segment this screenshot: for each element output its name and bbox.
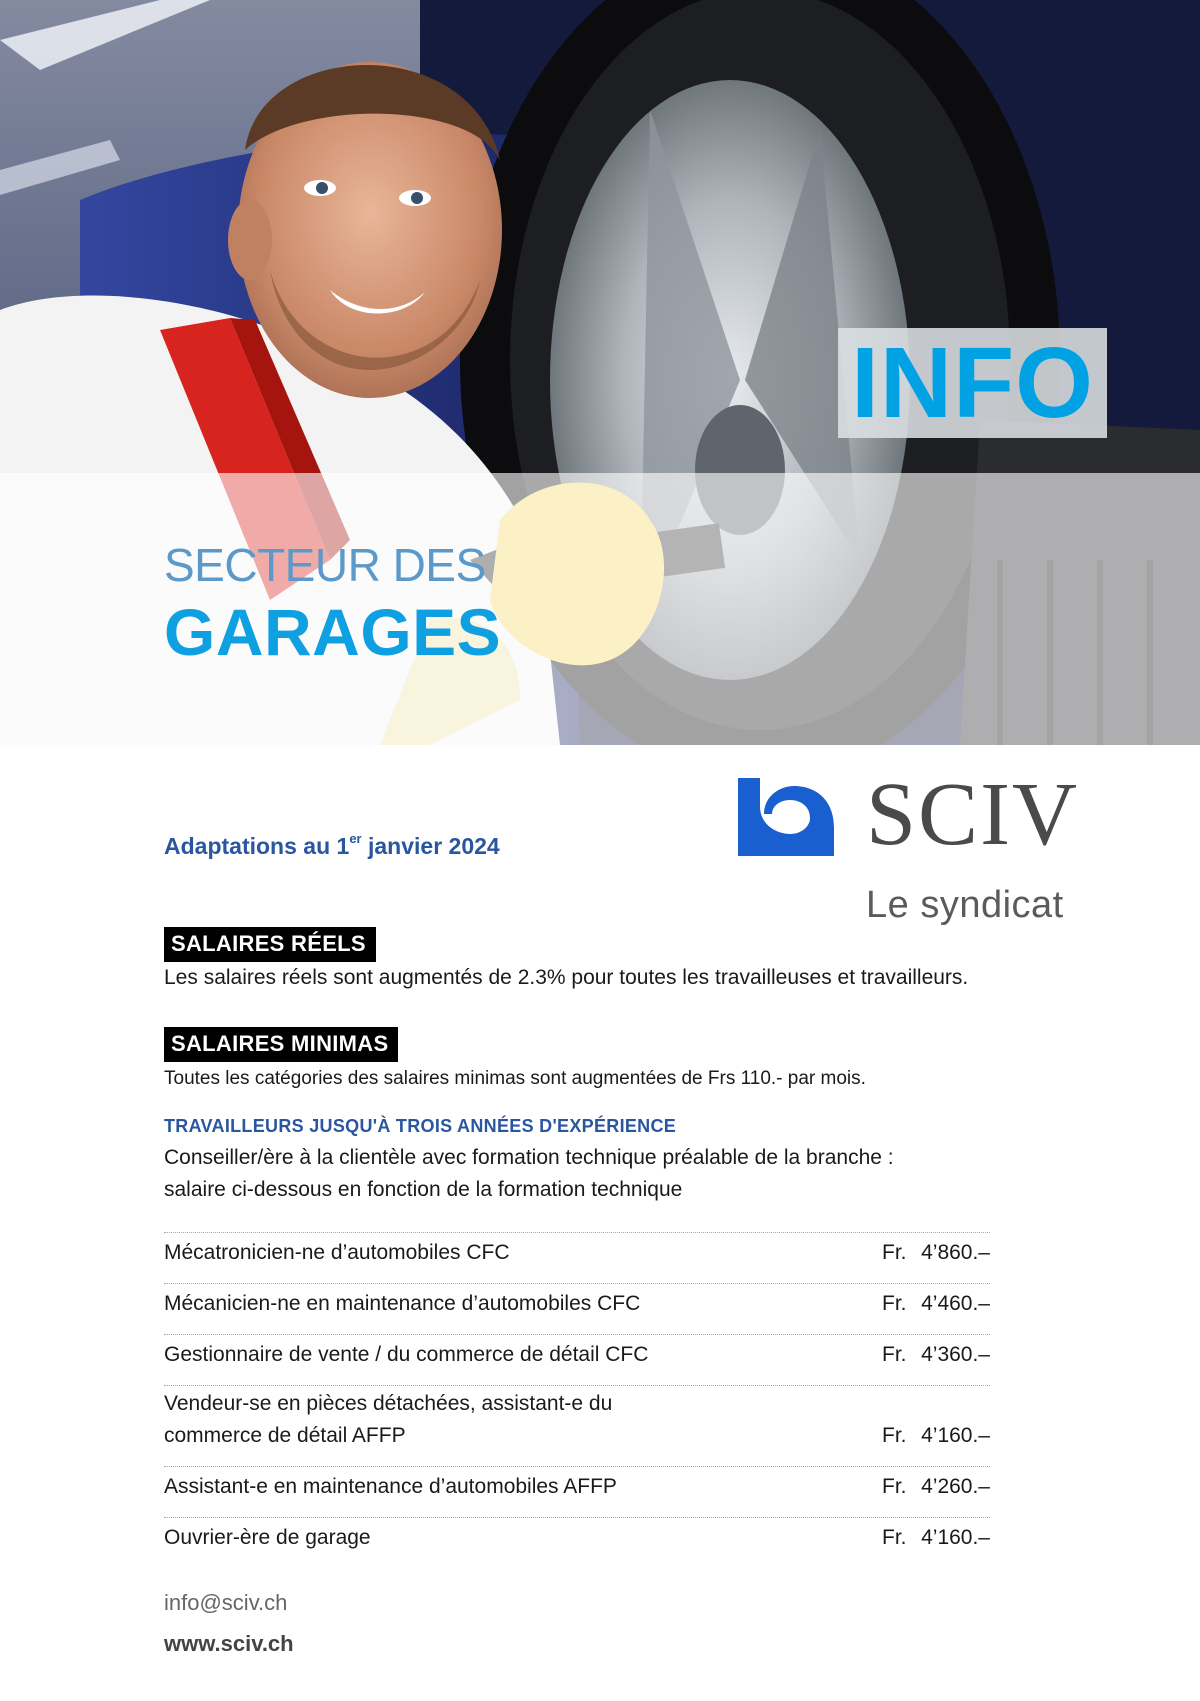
row-amount: 4’360.–: [921, 1343, 990, 1366]
footer-email-link[interactable]: info@sciv.ch: [164, 1590, 288, 1615]
table-row: [164, 1283, 990, 1334]
row-amount: 4’860.–: [921, 1241, 990, 1264]
row-label: Gestionnaire de vente / du commerce de détail CFC: [164, 1343, 649, 1366]
row-currency: Fr.: [882, 1526, 907, 1549]
effective-date: [164, 833, 500, 860]
real-wages-heading: SALAIRES RÉELS: [164, 927, 376, 962]
real-wages-text: Les salaires réels sont augmentés de 2.3% pour toutes les travailleuses et travailleurs.: [164, 966, 969, 989]
sector-kicker: SECTEUR DES: [164, 539, 486, 591]
row-label: Mécanicien-ne en maintenance d’automobiles CFC: [164, 1292, 641, 1315]
row-label: Vendeur-se en pièces détachées, assistant-e du commerce de détail AFFP: [164, 1392, 613, 1447]
minimum-wages-heading: SALAIRES MINIMAS: [164, 1027, 398, 1062]
table-row: [164, 1334, 990, 1385]
table-row: [164, 1466, 990, 1517]
hero-banner: [0, 0, 1200, 745]
row-amount: 4’260.–: [921, 1475, 990, 1498]
table-row: [164, 1385, 990, 1466]
effective-date-prefix: Adaptations au 1: [164, 833, 350, 859]
row-amount: 4’160.–: [921, 1526, 990, 1549]
row-currency: Fr.: [882, 1475, 907, 1498]
row-label: Ouvrier-ère de garage: [164, 1526, 371, 1549]
row-currency: Fr.: [882, 1241, 907, 1264]
intro-line-2: salaire ci-dessous en fonction de la formation technique: [164, 1178, 683, 1201]
footer-website-link[interactable]: www.sciv.ch: [164, 1631, 294, 1656]
brand-tagline: Le syndicat: [866, 884, 1064, 926]
table-row: [164, 1517, 990, 1568]
row-currency: Fr.: [882, 1343, 907, 1366]
row-amount: 4’160.–: [921, 1424, 990, 1447]
table-row: [164, 1232, 990, 1283]
info-badge-text: INFO: [851, 327, 1094, 439]
sector-title: GARAGES: [164, 595, 502, 669]
row-currency: Fr.: [882, 1292, 907, 1315]
effective-date-suffix: janvier 2024: [361, 833, 500, 859]
info-badge: [838, 328, 1107, 438]
row-label: Mécatronicien-ne d’automobiles CFC: [164, 1241, 510, 1264]
salary-table: [164, 1232, 990, 1568]
row-amount: 4’460.–: [921, 1292, 990, 1315]
intro-line-1: Conseiller/ère à la clientèle avec formation technique préalable de la branche :: [164, 1146, 894, 1169]
sciv-logo-mark-icon: [738, 776, 838, 858]
brand-name: SCIV: [866, 765, 1080, 864]
sciv-logo: [738, 765, 1080, 926]
minimum-wages-text: Toutes les catégories des salaires minimas sont augmentées de Frs 110.- par mois.: [164, 1068, 866, 1089]
row-label: Assistant-e en maintenance d’automobiles AFFP: [164, 1475, 617, 1498]
row-currency: Fr.: [882, 1424, 907, 1447]
experience-subheading: TRAVAILLEURS JUSQU'À TROIS ANNÉES D'EXPÉRIENCE: [164, 1116, 677, 1136]
effective-date-superscript: er: [349, 831, 362, 846]
